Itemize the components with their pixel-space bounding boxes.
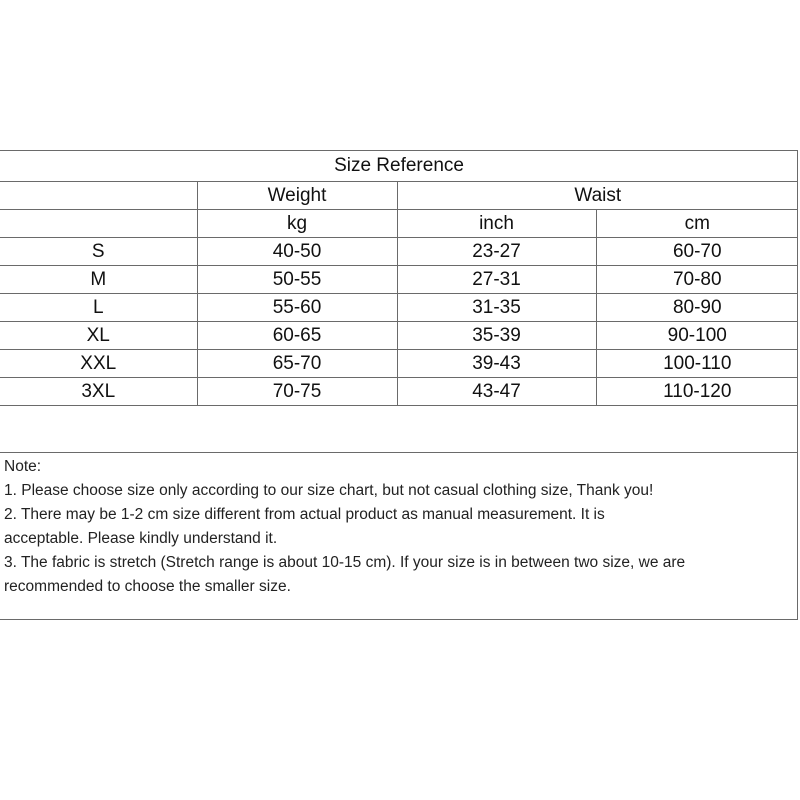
waist-cm-value: 60-70 [596,238,798,266]
note-line: 2. There may be 1-2 cm size different from actual product as manual measurement. It is [4,506,605,523]
note-line: acceptable. Please kindly understand it. [4,530,278,547]
notes-heading: Note: [4,458,42,475]
note-line: 3. The fabric is stretch (Stretch range is about 10-15 cm). If your size is in between two size, we are [4,554,686,571]
waist-inch-value: 39-43 [397,350,596,378]
size-reference-table [0,150,798,406]
size-label: XL [0,322,197,350]
table-row [0,350,798,378]
size-label: L [0,294,197,322]
note-line: recommended to choose the smaller size. [4,578,291,595]
weight-kg-value: 65-70 [197,350,397,378]
notes-divider [0,452,798,453]
table-row [0,294,798,322]
notes-section [4,455,794,599]
size-label: M [0,266,197,294]
table-row [0,378,798,406]
waist-inch-value: 35-39 [397,322,596,350]
weight-kg-value: 70-75 [197,378,397,406]
table-row [0,266,798,294]
table-header-row [0,182,798,210]
waist-cm-value: 80-90 [596,294,798,322]
waist-inch-value: 31-35 [397,294,596,322]
waist-cm-value: 100-110 [596,350,798,378]
note-line: 1. Please choose size only according to our size chart, but not casual clothing size, Thank you! [4,482,654,499]
header-waist: Waist [397,182,798,210]
header-size-empty [0,182,197,210]
size-label: 3XL [0,378,197,406]
waist-inch-value: 43-47 [397,378,596,406]
unit-inch: inch [397,210,596,238]
table-row [0,238,798,266]
table-title: Size Reference [0,150,798,182]
waist-inch-value: 27-31 [397,266,596,294]
weight-kg-value: 40-50 [197,238,397,266]
size-label: S [0,238,197,266]
table-title-row [0,150,798,182]
weight-kg-value: 55-60 [197,294,397,322]
waist-cm-value: 70-80 [596,266,798,294]
weight-kg-value: 50-55 [197,266,397,294]
table-row [0,322,798,350]
waist-cm-value: 110-120 [596,378,798,406]
header-weight: Weight [197,182,397,210]
waist-inch-value: 23-27 [397,238,596,266]
unit-size-empty [0,210,197,238]
waist-cm-value: 90-100 [596,322,798,350]
unit-cm: cm [596,210,798,238]
table-unit-row [0,210,798,238]
unit-kg: kg [197,210,397,238]
weight-kg-value: 60-65 [197,322,397,350]
size-label: XXL [0,350,197,378]
